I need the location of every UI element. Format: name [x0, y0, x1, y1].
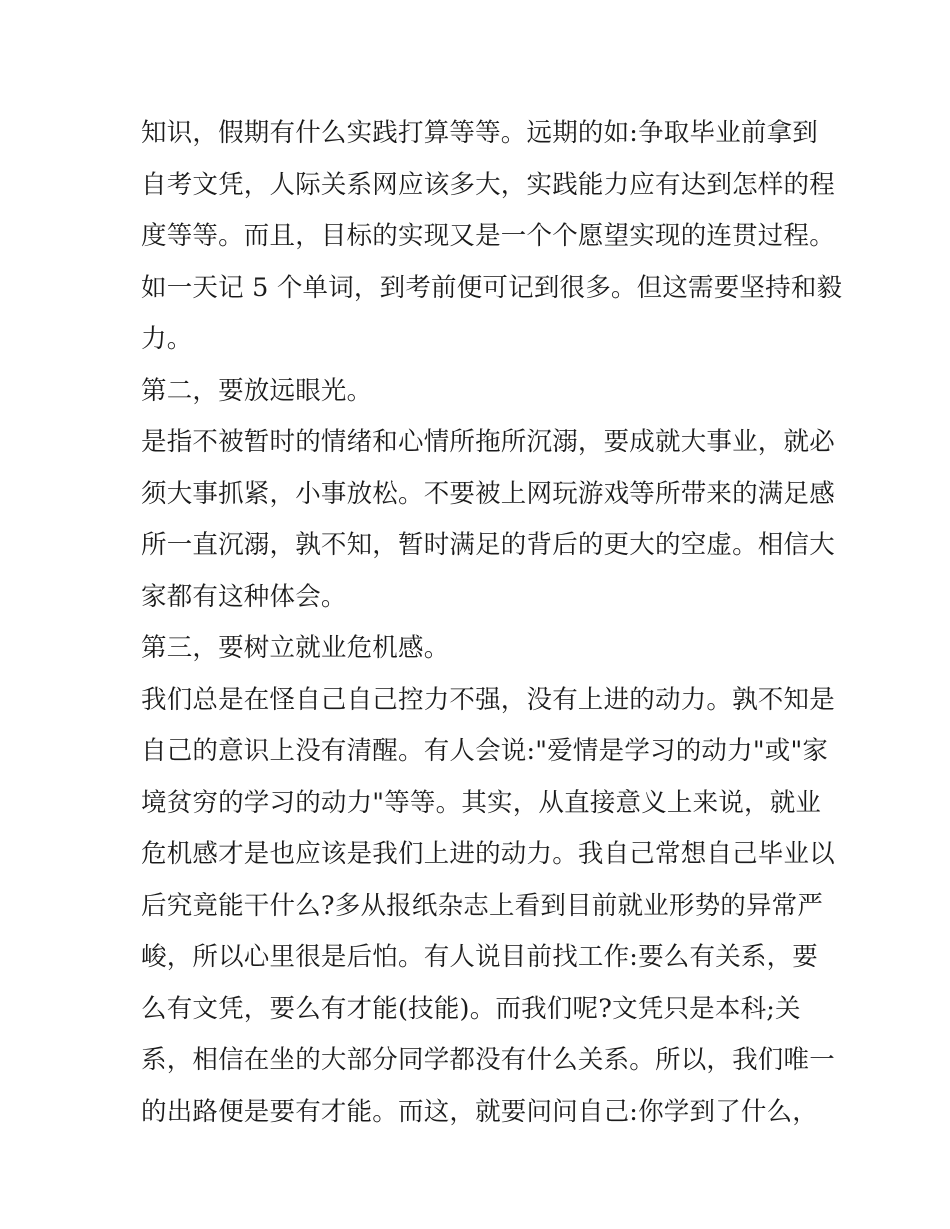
- text-line: 所一直沉溺，孰不知，暂时满足的背后的更大的空虚。相信大: [141, 530, 835, 560]
- section-heading: 第三，要树立就业危机感。: [141, 633, 450, 663]
- document-body: [141, 108, 843, 1138]
- text-line: 峻，所以心里很是后怕。有人说目前找工作:要么有关系，要: [141, 942, 818, 972]
- text-line: 力。: [141, 324, 193, 354]
- text-line: 是指不被暂时的情绪和心情所拖所沉溺，要成就大事业，就必: [141, 427, 835, 457]
- section-heading: 第二，要放远眼光。: [141, 375, 373, 406]
- text-line: 我们总是在怪自己自己控力不强，没有上进的动力。孰不知是: [141, 684, 835, 715]
- text-line: 家都有这种体会。: [141, 581, 347, 612]
- text-line: 危机感才是也应该是我们上进的动力。我自己常想自己毕业以: [141, 839, 835, 869]
- text-line: 自己的意识上没有清醒。有人会说:"爱情是学习的动力"或"家: [141, 736, 829, 766]
- text-line: 境贫穷的学习的动力"等等。其实，从直接意义上来说，就业: [141, 787, 822, 818]
- text-line: 后究竟能干什么?多从报纸杂志上看到目前就业形势的异常严: [141, 890, 824, 921]
- text-line: 么有文凭，要么有才能(技能)。而我们呢?文凭只是本科;关: [141, 993, 801, 1024]
- text-line: 知识，假期有什么实践打算等等。远期的如:争取毕业前拿到: [141, 118, 818, 148]
- text-line: 的出路便是要有才能。而这，就要问问自己:你学到了什么，: [141, 1096, 818, 1127]
- text-line: 自考文凭，人际关系网应该多大，实践能力应有达到怎样的程: [141, 169, 835, 200]
- text-line: 系，相信在坐的大部分同学都没有什么关系。所以，我们唯一: [141, 1045, 835, 1075]
- text-line: 须大事抓紧，小事放松。不要被上网玩游戏等所带来的满足感: [141, 478, 835, 509]
- text-line: 如一天记 5 个单词，到考前便可记到很多。但这需要坚持和毅: [141, 272, 843, 303]
- text-line: 度等等。而且，目标的实现又是一个个愿望实现的连贯过程。: [141, 221, 835, 251]
